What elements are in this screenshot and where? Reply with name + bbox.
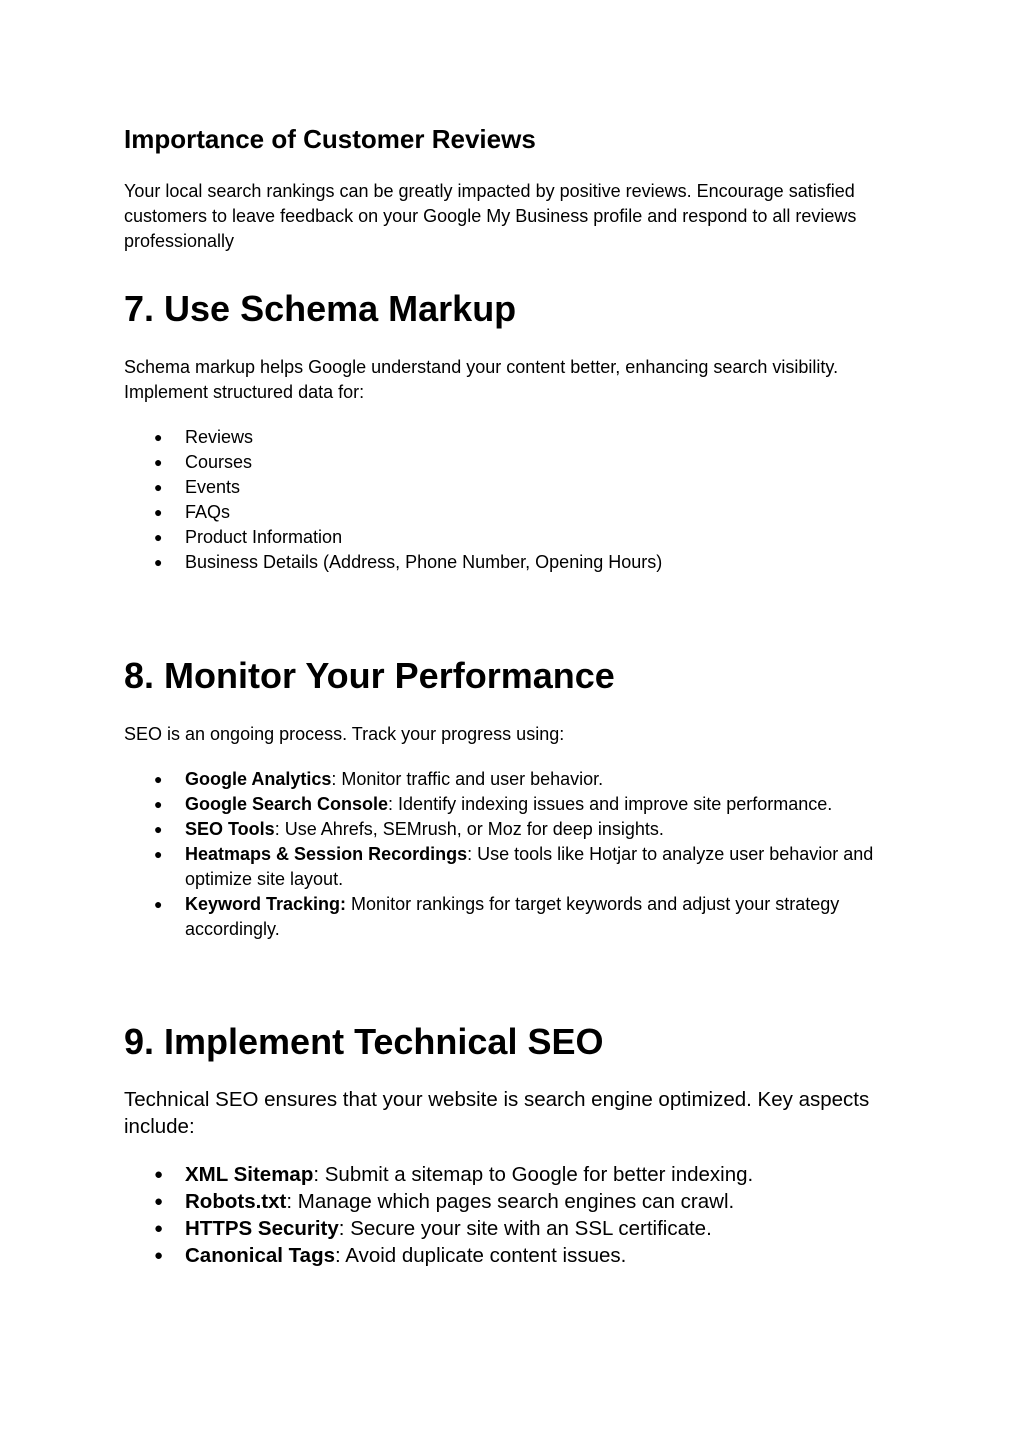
reviews-heading: Importance of Customer Reviews [124,124,536,154]
bullet-icon: ● [154,504,163,520]
bullet-icon: ● [154,429,163,445]
list-item: ● Courses [124,450,904,475]
bullet-icon: ● [154,454,163,470]
technical-intro: Technical SEO ensures that your website is search engine optimized. Key aspects include: [124,1088,870,1138]
technical-section [124,1020,904,1269]
list-item [124,1242,904,1269]
list-item-desc: : Submit a sitemap to Google for better indexing. [313,1163,754,1186]
technical-list [124,1161,904,1269]
list-item-desc: : Secure your site with an SSL certificate. [338,1217,712,1240]
list-item: ● Product Information [124,525,904,550]
list-item-term: HTTPS Security [185,1217,339,1240]
list-item-term: Google Search Console [185,794,389,814]
list-item [124,1215,904,1242]
list-item-term: Google Analytics [185,769,332,789]
list-item: ● FAQs [124,500,904,525]
bullet-icon: ● [154,846,163,862]
list-item-desc: : Identify indexing issues and improve site performance. [388,794,833,814]
list-item-term: Heatmaps & Session Recordings [185,844,468,864]
list-item [124,817,904,842]
list-item-desc: : Use tools like Hotjar to analyze user behavior and optimize site layout. [185,844,874,889]
list-item [124,892,904,942]
reviews-paragraph: Your local search rankings can be greatly impacted by positive reviews. Encourage satisfied customers to leave feedback on your Google My Business profile and respond to all reviews professionally [124,181,857,251]
monitor-heading: 8. Monitor Your Performance [124,655,615,696]
list-item-desc: : Monitor traffic and user behavior. [331,769,604,789]
monitor-list [124,767,904,942]
list-item [124,767,904,792]
list-item: ● Events [124,475,904,500]
bullet-icon: ● [154,479,163,495]
bullet-icon: ● [154,1220,164,1237]
technical-heading: 9. Implement Technical SEO [124,1021,604,1062]
bullet-icon: ● [154,1166,164,1183]
bullet-icon: ● [154,771,163,787]
reviews-section [124,123,904,254]
list-item-term: Keyword Tracking: [185,894,347,914]
bullet-icon: ● [154,529,163,545]
bullet-icon: ● [154,1247,164,1264]
bullet-icon: ● [154,796,163,812]
schema-section [124,287,904,575]
schema-list [124,425,904,575]
list-item-desc: : Avoid duplicate content issues. [335,1244,627,1267]
list-item-desc: : Use Ahrefs, SEMrush, or Moz for deep insights. [274,819,664,839]
bullet-icon: ● [154,821,163,837]
bullet-icon: ● [154,896,163,912]
list-item: ● Business Details (Address, Phone Number, Opening Hours) [124,550,904,575]
list-item-desc: : Manage which pages search engines can crawl. [286,1190,735,1213]
list-item [124,1161,904,1188]
schema-intro: Schema markup helps Google understand your content better, enhancing search visibility. Implement structured data for: [124,357,839,402]
list-item-term: Robots.txt [185,1190,287,1213]
monitor-section [124,654,904,942]
list-item: ● Reviews [124,425,904,450]
list-item [124,842,904,892]
bullet-icon: ● [154,554,163,570]
list-item-term: SEO Tools [185,819,275,839]
monitor-intro: SEO is an ongoing process. Track your progress using: [124,724,565,744]
schema-heading: 7. Use Schema Markup [124,288,517,329]
list-item-term: Canonical Tags [185,1244,335,1267]
list-item-term: XML Sitemap [185,1163,314,1186]
list-item [124,792,904,817]
list-item [124,1188,904,1215]
bullet-icon: ● [154,1193,164,1210]
list-item-desc: Monitor rankings for target keywords and adjust your strategy accordingly. [185,894,840,939]
